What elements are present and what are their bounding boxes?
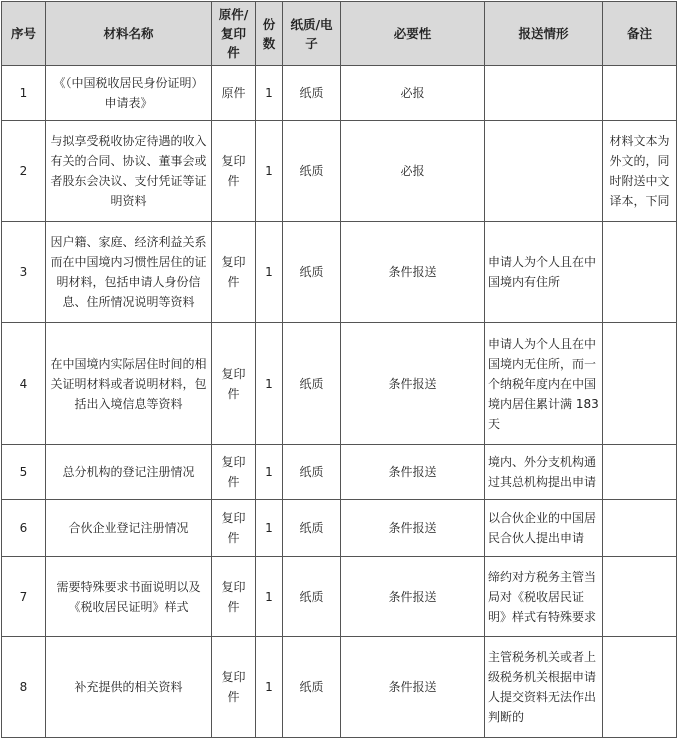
cell-medium: 纸质 <box>283 121 341 222</box>
cell-necessity: 必报 <box>341 121 485 222</box>
cell-medium: 纸质 <box>283 500 341 557</box>
cell-no: 7 <box>2 557 46 637</box>
cell-situation: 申请人为个人且在中国境内无住所，而一个纳税年度内在中国境内居住累计满 183 天 <box>485 323 603 445</box>
cell-name: 合伙企业登记注册情况 <box>46 500 212 557</box>
header-cell-medium: 纸质/电子 <box>283 2 341 66</box>
cell-copy: 复印件 <box>212 557 256 637</box>
cell-count: 1 <box>256 66 283 121</box>
cell-situation: 以合伙企业的中国居民合伙人提出申请 <box>485 500 603 557</box>
cell-copy: 复印件 <box>212 445 256 500</box>
cell-medium: 纸质 <box>283 557 341 637</box>
cell-no: 3 <box>2 222 46 323</box>
table-row <box>2 637 677 738</box>
cell-remark <box>603 557 677 637</box>
cell-remark <box>603 66 677 121</box>
cell-count: 1 <box>256 121 283 222</box>
cell-copy: 复印件 <box>212 500 256 557</box>
cell-copy: 原件 <box>212 66 256 121</box>
cell-count: 1 <box>256 445 283 500</box>
cell-name: 因户籍、家庭、经济利益关系而在中国境内习惯性居住的证明材料，包括申请人身份信息、住所情况说明等资料 <box>46 222 212 323</box>
cell-count: 1 <box>256 222 283 323</box>
cell-no: 6 <box>2 500 46 557</box>
table-row <box>2 121 677 222</box>
header-cell-no: 序号 <box>2 2 46 66</box>
header-cell-necessity: 必要性 <box>341 2 485 66</box>
cell-no: 2 <box>2 121 46 222</box>
header-cell-count: 份数 <box>256 2 283 66</box>
table-row <box>2 557 677 637</box>
header-row <box>2 2 677 66</box>
cell-copy: 复印件 <box>212 121 256 222</box>
cell-remark <box>603 323 677 445</box>
cell-no: 8 <box>2 637 46 738</box>
cell-situation: 境内、外分支机构通过其总机构提出申请 <box>485 445 603 500</box>
cell-situation <box>485 121 603 222</box>
cell-name: 与拟享受税收协定待遇的收入有关的合同、协议、董事会或者股东会决议、支付凭证等证明资料 <box>46 121 212 222</box>
cell-no: 4 <box>2 323 46 445</box>
cell-count: 1 <box>256 500 283 557</box>
cell-situation: 主管税务机关或者上级税务机关根据申请人提交资料无法作出判断的 <box>485 637 603 738</box>
cell-count: 1 <box>256 637 283 738</box>
materials-table <box>1 1 677 738</box>
cell-necessity: 必报 <box>341 66 485 121</box>
cell-no: 5 <box>2 445 46 500</box>
table-row <box>2 445 677 500</box>
table-row <box>2 222 677 323</box>
table-row <box>2 66 677 121</box>
cell-necessity: 条件报送 <box>341 222 485 323</box>
cell-medium: 纸质 <box>283 445 341 500</box>
cell-name: 需要特殊要求书面说明以及《税收居民证明》样式 <box>46 557 212 637</box>
table-row <box>2 500 677 557</box>
cell-necessity: 条件报送 <box>341 637 485 738</box>
header-cell-name: 材料名称 <box>46 2 212 66</box>
cell-name: 总分机构的登记注册情况 <box>46 445 212 500</box>
cell-remark: 材料文本为外文的，同时附送中文译本，下同 <box>603 121 677 222</box>
cell-remark <box>603 222 677 323</box>
cell-count: 1 <box>256 557 283 637</box>
cell-count: 1 <box>256 323 283 445</box>
cell-name: 补充提供的相关资料 <box>46 637 212 738</box>
cell-medium: 纸质 <box>283 323 341 445</box>
cell-copy: 复印件 <box>212 222 256 323</box>
cell-remark <box>603 500 677 557</box>
cell-situation: 缔约对方税务主管当局对《税收居民证明》样式有特殊要求 <box>485 557 603 637</box>
cell-necessity: 条件报送 <box>341 323 485 445</box>
header-cell-remark: 备注 <box>603 2 677 66</box>
cell-medium: 纸质 <box>283 637 341 738</box>
cell-necessity: 条件报送 <box>341 500 485 557</box>
cell-necessity: 条件报送 <box>341 445 485 500</box>
cell-necessity: 条件报送 <box>341 557 485 637</box>
cell-name: 在中国境内实际居住时间的相关证明材料或者说明材料，包括出入境信息等资料 <box>46 323 212 445</box>
cell-remark <box>603 445 677 500</box>
cell-situation: 申请人为个人且在中国境内有住所 <box>485 222 603 323</box>
table-row <box>2 323 677 445</box>
cell-medium: 纸质 <box>283 66 341 121</box>
header-cell-copy: 原件/复印件 <box>212 2 256 66</box>
cell-remark <box>603 637 677 738</box>
cell-medium: 纸质 <box>283 222 341 323</box>
cell-no: 1 <box>2 66 46 121</box>
cell-copy: 复印件 <box>212 637 256 738</box>
cell-copy: 复印件 <box>212 323 256 445</box>
cell-situation <box>485 66 603 121</box>
cell-name: 《（中国税收居民身份证明）申请表》 <box>46 66 212 121</box>
header-cell-situation: 报送情形 <box>485 2 603 66</box>
